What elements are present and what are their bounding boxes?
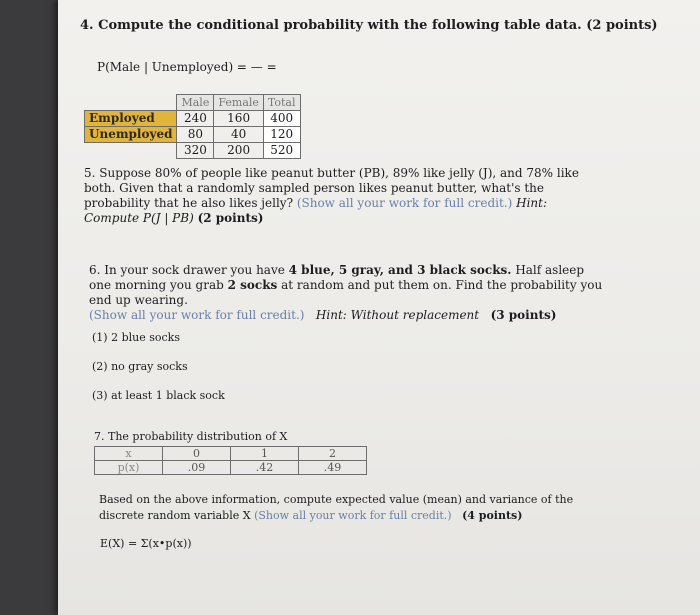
table-cell: .49 (299, 461, 367, 475)
table-cell: 40 (214, 127, 264, 143)
table-cell: 1 (231, 447, 299, 461)
p-label: p(x) (95, 461, 163, 475)
header-total: Total (263, 95, 300, 111)
table-cell: 160 (214, 111, 264, 127)
table-row (85, 143, 301, 159)
table-cell: 120 (263, 127, 300, 143)
probability-distribution-table (94, 446, 367, 475)
table-cell: .42 (231, 461, 299, 475)
question-6-show-work: (Show all your work for full credit.) (89, 308, 305, 322)
x-row (95, 447, 367, 461)
expected-value-formula: E(X) = Σ(x•p(x)) (100, 537, 192, 550)
question-5-points: (2 points) (197, 211, 264, 225)
question-4-title: 4. Compute the conditional probability with the following table data. (2 points) (80, 18, 658, 33)
question-5-hint: Hint: Compute P(J | PB) (84, 196, 548, 225)
table-row (85, 111, 301, 127)
sock-colors: 4 blue, 5 gray, and 3 black socks. (288, 263, 512, 277)
conditional-probability-formula: P(Male | Unemployed) = — = (97, 60, 277, 74)
row-label-unemployed: Unemployed (85, 127, 177, 143)
question-6: 6. In your sock drawer you have 4 blue, 5 gray, and 3 black socks. Half asleep one morning you grab 2 socks at random and put them on. Find the probability you end up wearing. (Show all your work for full credit.) Hint: Without replacement (3 points) (89, 263, 603, 322)
question-5-text: 5. Suppose 80% of people like peanut butter (PB), 89% like jelly (J), and 78% like both. Given that a randomly sampled person likes peanut butter, what's the probability that he also likes jelly? (84, 166, 579, 210)
table-header-row (85, 95, 301, 111)
table-cell: 320 (177, 143, 214, 159)
question-7-title: 7. The probability distribution of X (94, 430, 288, 443)
table-row (85, 127, 301, 143)
question-5 (84, 166, 604, 226)
employment-table (84, 94, 301, 159)
table-cell: 80 (177, 127, 214, 143)
question-7-text: Based on the above information, compute expected value (mean) and variance of the discrete random variable X (Show all your work for full credit.) (4 points) (99, 493, 574, 522)
question-5-show-work: (Show all your work for full credit.) (296, 196, 513, 210)
question-6-points: (3 points) (490, 308, 557, 322)
sock-grab-count: 2 socks (227, 278, 278, 292)
table-cell: 200 (214, 143, 264, 159)
table-cell: 520 (263, 143, 300, 159)
table-cell: 400 (263, 111, 300, 127)
question-6-hint: Hint: Without replacement (315, 308, 480, 322)
table-cell: .09 (163, 461, 231, 475)
table-cell: 0 (163, 447, 231, 461)
question-6-part-1: (1) 2 blue socks (92, 331, 180, 344)
x-label: x (95, 447, 163, 461)
px-row (95, 461, 367, 475)
header-female: Female (214, 95, 264, 111)
question-7-points: (4 points) (462, 509, 523, 522)
table-cell: 240 (177, 111, 214, 127)
header-male: Male (177, 95, 214, 111)
question-7-show-work: (Show all your work for full credit.) (254, 509, 452, 522)
table-cell: 2 (299, 447, 367, 461)
row-label-employed: Employed (85, 111, 177, 127)
question-6-part-2: (2) no gray socks (92, 360, 188, 373)
question-6-part-3: (3) at least 1 black sock (92, 389, 225, 402)
